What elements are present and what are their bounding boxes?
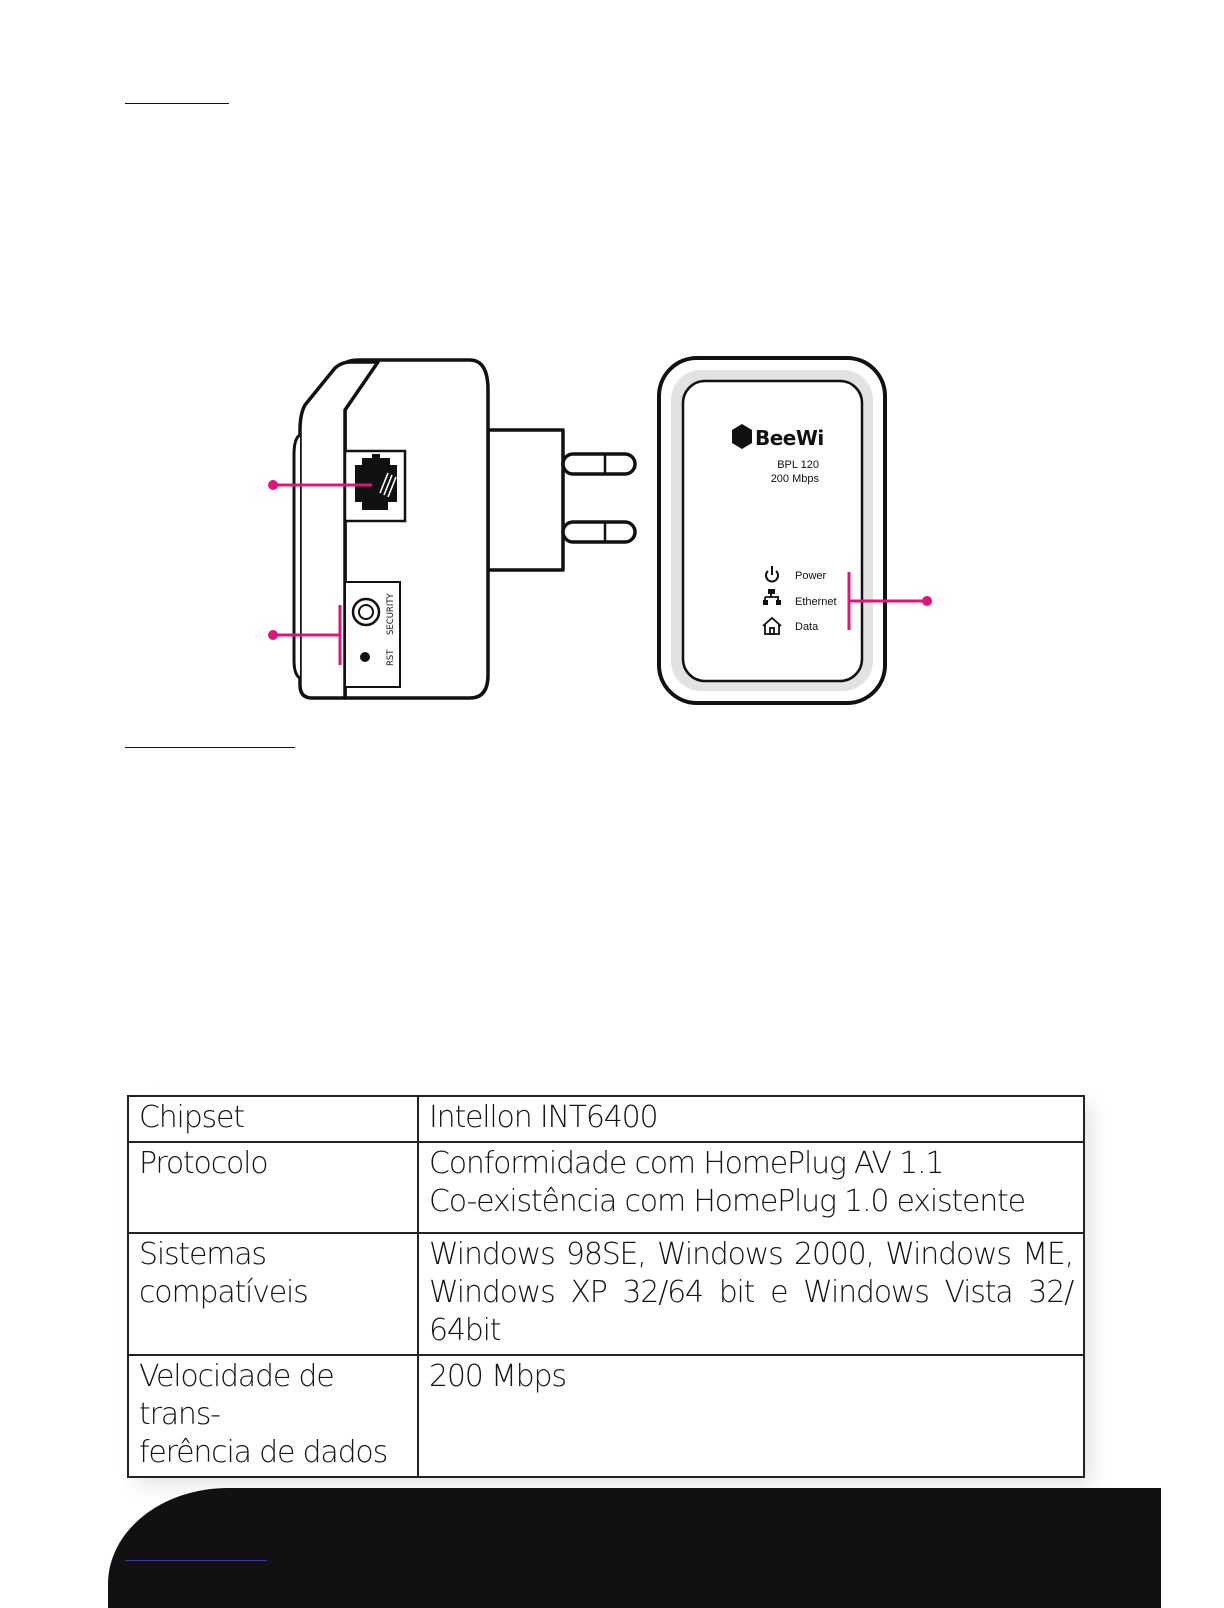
model-text: BPL 120 bbox=[777, 459, 819, 471]
spec-row bbox=[128, 1233, 1084, 1355]
spec-key-line: ferência de dados bbox=[139, 1435, 388, 1470]
device-diagram bbox=[0, 330, 1224, 730]
spec-key bbox=[128, 1355, 418, 1477]
spec-value-line: Intellon INT6400 bbox=[429, 1100, 658, 1135]
spec-value bbox=[418, 1233, 1084, 1355]
footer-link-underline bbox=[125, 1560, 267, 1561]
reset-label: RST bbox=[386, 649, 396, 666]
spec-key bbox=[128, 1233, 418, 1355]
spec-value-line: 200 Mbps bbox=[429, 1359, 566, 1394]
spec-key-line: Protocolo bbox=[139, 1146, 268, 1181]
security-label: SECURITY bbox=[386, 593, 396, 635]
adapter-side-view bbox=[294, 360, 635, 698]
spec-key bbox=[128, 1142, 418, 1233]
spec-table bbox=[127, 1095, 1085, 1478]
spec-key bbox=[128, 1096, 418, 1142]
speed-text: 200 Mbps bbox=[770, 473, 819, 485]
section-underline-top bbox=[125, 103, 229, 104]
led-label-power: Power bbox=[795, 570, 827, 582]
footer-band bbox=[108, 1488, 1161, 1608]
spec-key-line: Chipset bbox=[139, 1100, 244, 1135]
section-underline-mid bbox=[125, 747, 295, 748]
spec-table-body bbox=[128, 1096, 1084, 1477]
plug-prongs bbox=[488, 430, 635, 570]
brand-logo-text: BeeWi bbox=[755, 426, 824, 450]
led-label-data: Data bbox=[795, 621, 819, 633]
spec-value bbox=[418, 1355, 1084, 1477]
spec-row bbox=[128, 1355, 1084, 1477]
spec-value-line: Windows 98SE, Windows 2000, Windows ME, Windows XP 32/64 bit e Windows Vista 32/ 64bit bbox=[429, 1237, 1073, 1348]
spec-key-line: compatíveis bbox=[139, 1275, 308, 1310]
spec-row bbox=[128, 1142, 1084, 1233]
spec-value-line: Co-existência com HomePlug 1.0 existente bbox=[429, 1184, 1025, 1219]
spec-value-line: Conformidade com HomePlug AV 1.1 bbox=[429, 1146, 944, 1181]
spec-value bbox=[418, 1142, 1084, 1233]
adapter-front-view bbox=[659, 358, 885, 703]
led-label-ethernet: Ethernet bbox=[795, 596, 837, 608]
spec-row bbox=[128, 1096, 1084, 1142]
spec-value bbox=[418, 1096, 1084, 1142]
spec-key-line: Velocidade de trans- bbox=[139, 1359, 334, 1432]
spec-key-line: Sistemas bbox=[139, 1237, 266, 1272]
